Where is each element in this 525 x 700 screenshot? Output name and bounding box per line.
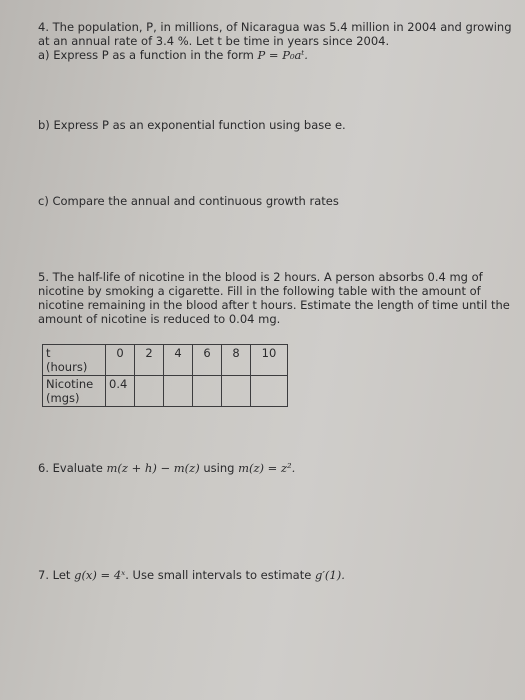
table-row-nicotine bbox=[43, 376, 288, 407]
nicotine-table bbox=[42, 344, 288, 407]
table-label-time bbox=[43, 345, 106, 376]
table-cell-t-1: 2 bbox=[135, 345, 164, 376]
question-6 bbox=[38, 461, 295, 475]
q6-prefix: 6. Evaluate bbox=[38, 461, 107, 475]
q5-line-1: 5. The half-life of nicotine in the blood is 2 hours. A person absorbs 0.4 mg of bbox=[38, 270, 483, 284]
table-cell-t-2: 4 bbox=[164, 345, 193, 376]
table-label-nicotine-line-2: (mgs) bbox=[46, 391, 80, 405]
table-label-time-line-2: (hours) bbox=[46, 360, 88, 374]
q5-line-3: nicotine remaining in the blood after t hours. Estimate the length of time until the bbox=[38, 298, 510, 312]
table-label-time-line-1: t bbox=[46, 346, 51, 360]
q4-part-b-text: b) Express P as an exponential function using base e. bbox=[38, 118, 346, 132]
q4-line-2: at an annual rate of 3.4 %. Let t be time in years since 2004. bbox=[38, 34, 390, 48]
q4-part-b bbox=[38, 118, 346, 132]
table-cell-n-3 bbox=[193, 376, 222, 407]
table-cell-t-0: 0 bbox=[106, 345, 135, 376]
table-cell-t-4: 8 bbox=[222, 345, 251, 376]
q6-mid: using bbox=[199, 461, 239, 475]
q7-mid: . Use small intervals to estimate bbox=[125, 568, 315, 582]
q7-prefix: 7. Let bbox=[38, 568, 75, 582]
question-5 bbox=[38, 270, 510, 326]
table-cell-n-5 bbox=[251, 376, 288, 407]
q4-part-c-text: c) Compare the annual and continuous growth rates bbox=[38, 194, 339, 208]
q4-part-a-text: a) Express P as a function in the form bbox=[38, 48, 258, 62]
table-cell-n-2 bbox=[164, 376, 193, 407]
table-row-time bbox=[43, 345, 288, 376]
table-cell-n-0: 0.4 bbox=[106, 376, 135, 407]
table-cell-t-5: 10 bbox=[251, 345, 288, 376]
table-label-nicotine bbox=[43, 376, 106, 407]
q4-part-c bbox=[38, 194, 339, 208]
q4-part-a-formula: P = P₀aᵗ. bbox=[257, 48, 308, 62]
q4-line-1: 4. The population, P, in millions, of Nicaragua was 5.4 million in 2004 and growing bbox=[38, 20, 512, 34]
q7-derivative: g′(1). bbox=[314, 568, 345, 582]
table-cell-t-3: 6 bbox=[193, 345, 222, 376]
table-cell-n-1 bbox=[135, 376, 164, 407]
q4-part-a bbox=[38, 48, 512, 62]
question-4 bbox=[38, 20, 512, 62]
question-7 bbox=[38, 568, 345, 582]
table-label-nicotine-line-1: Nicotine bbox=[46, 377, 94, 391]
q5-line-4: amount of nicotine is reduced to 0.04 mg. bbox=[38, 312, 281, 326]
q5-line-2: nicotine by smoking a cigarette. Fill in the following table with the amount of bbox=[38, 284, 481, 298]
q6-expression: m(z + h) − m(z) bbox=[106, 461, 200, 475]
q7-function: g(x) = 4ˣ bbox=[74, 568, 126, 582]
table-cell-n-4 bbox=[222, 376, 251, 407]
q6-definition: m(z) = z². bbox=[238, 461, 296, 475]
